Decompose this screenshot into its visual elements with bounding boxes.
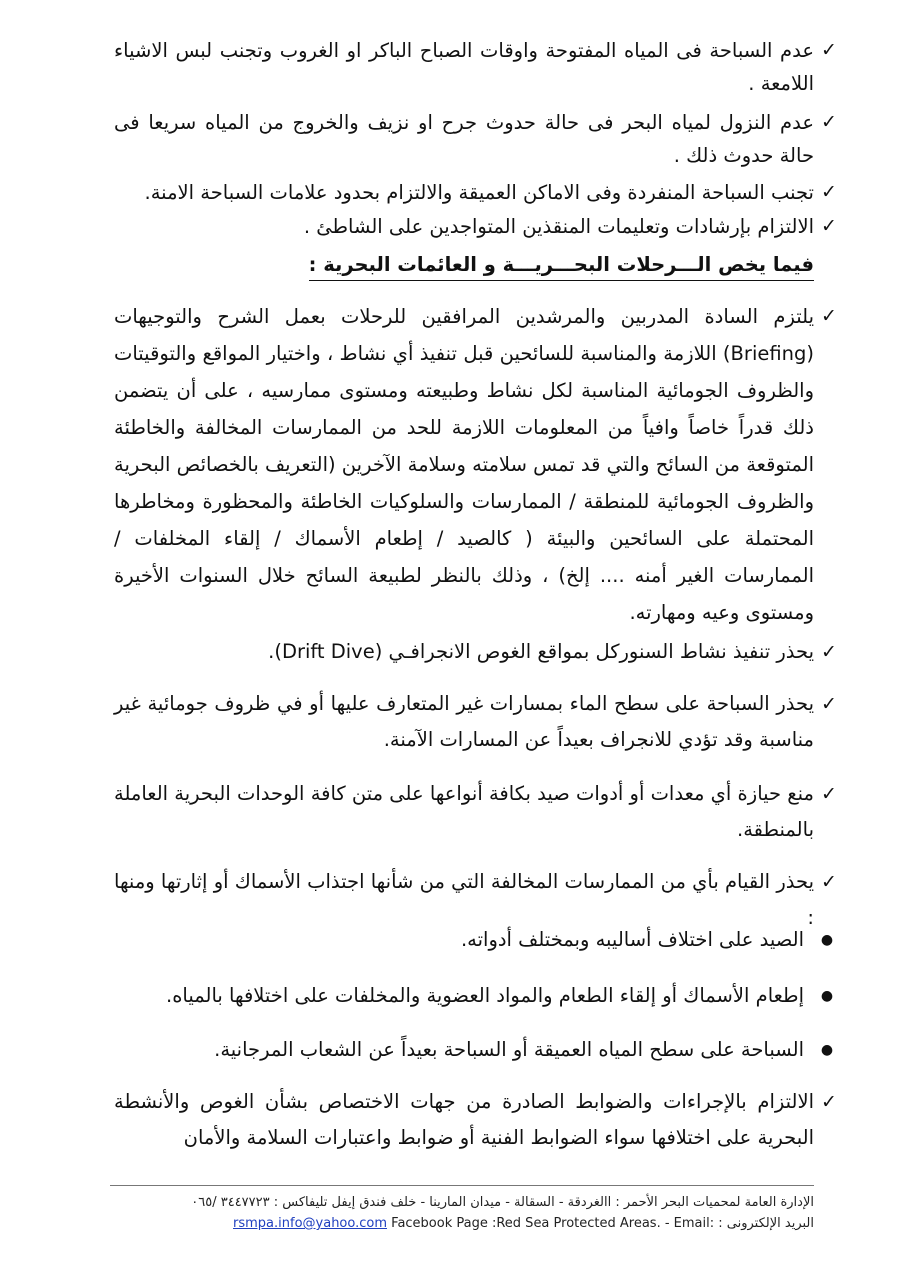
list-item (114, 298, 837, 631)
footer-address: الإدارة العامة لمحميات البحر الأحمر : االغردقة - السقالة - ميدان المارينا - خلف فندق إيفل تليفاكس : ٣٤٤٧٧٢٣ /٠٦٥ (191, 1195, 814, 1210)
list-item-text: يحذر القيام بأي من الممارسات المخالفة التي من شأنها اجتذاب الأسماك أو إثارتها ومنها : (114, 870, 814, 929)
email-link[interactable]: rsmpa.info@yahoo.com (233, 1216, 388, 1231)
bullet-icon: ● (820, 932, 834, 948)
bullet-item (114, 922, 834, 958)
list-item-text: الالتزام بإرشادات وتعليمات المنقذين المتواجدين على الشاطئ . (303, 215, 814, 238)
list-item (114, 686, 837, 758)
bullet-item-text: إطعام الأسماك أو إلقاء الطعام والمواد العضوية والمخلفات على اختلافها بالمياه. (166, 984, 804, 1007)
list-item-text: عدم السباحة فى المياه المفتوحة واوقات الصباح الباكر او الغروب وتجنب لبس الاشياء اللامعة . (114, 39, 814, 95)
list-item-text: يحذر السباحة على سطح الماء بمسارات غير المتعارف عليها أو في ظروف جومائية غير مناسبة وقد تؤدي للانجراف بعيداً عن المسارات الآمنة. (114, 692, 814, 751)
checkmark-icon: ✓ (821, 783, 837, 805)
list-item-text: الالتزام بالإجراءات والضوابط الصادرة من جهات الاختصاص بشأن الغوص والأنشطة البحرية على اختلافها سواء الضوابط الفنية أو ضوابط واعتبارات السلامة والأمان (114, 1090, 814, 1149)
bullet-item (114, 1032, 834, 1068)
list-item-text: تجنب السباحة المنفردة وفى الاماكن العميقة والالتزام بحدود علامات السباحة الامنة. (144, 181, 814, 204)
page-footer (110, 1185, 814, 1231)
list-item-text: يحذر تنفيذ نشاط السنوركل بمواقع الغوص الانجرافـي (Drift Dive). (268, 640, 814, 663)
list-item-text: يلتزم السادة المدربين والمرشدين المرافقين للرحلات بعمل الشرح والتوجيهات (Briefing) اللازمة والمناسبة للسائحين قبل تنفيذ أي نشاط ، واختيار المواقع والتوقيتات والظروف الجومائية المناسبة لكل نشاط وطبيعته ومستوى ممارسيه ، على أن يتضمن ذلك قدراً خاصاً وافياً من المعلومات اللازمة للحد من الممارسات المخالفة والخاطئة المتوقعة من السائح والتي قد تمس سلامته وسلامة الآخرين (التعريف بالخصائص البحرية والظروف الجومائية للمنطقة / الممارسات والسلوكيات الخاطئة والمحظورة ومخاطرها المحتملة على السائحين والبيئة ( كالصيد / إطعام الأسماك / إلقاء المخلفات / الممارسات الغير أمنه .... إلخ) ، وذلك بالنظر لطبيعة السائح خلال السنوات الأخيرة ومستوى وعيه ومهارته. (114, 305, 814, 624)
checkmark-icon: ✓ (821, 305, 837, 327)
list-item (114, 634, 837, 670)
checkmark-icon: ✓ (821, 111, 837, 133)
checkmark-icon: ✓ (821, 215, 837, 237)
list-item (114, 176, 837, 209)
checkmark-icon: ✓ (821, 641, 837, 663)
contact-line: Facebook Page :Red Sea Protected Areas. - Email: (391, 1216, 715, 1231)
footer-contact (110, 1215, 814, 1233)
list-item (114, 210, 837, 243)
bullet-item-text: الصيد على اختلاف أساليبه وبمختلف أدواته. (460, 928, 804, 951)
list-item-text: منع حيازة أي معدات أو أدوات صيد بكافة أنواعها على متن كافة الوحدات البحرية العاملة بالمنطقة. (114, 782, 814, 841)
checkmark-icon: ✓ (821, 871, 837, 893)
section-heading: فيما يخص الـــرحلات البحـــريـــة و العائمات البحرية : (309, 250, 814, 281)
list-item-text: عدم النزول لمياه البحر فى حالة حدوث جرح او نزيف والخروج من المياه سريعا فى حالة حدوث ذلك . (114, 111, 814, 167)
checkmark-icon: ✓ (821, 693, 837, 715)
list-item (114, 106, 837, 172)
bullet-item-text: السباحة على سطح المياه العميقة أو السباحة بعيداً عن الشعاب المرجانية. (214, 1038, 804, 1061)
list-item (114, 776, 837, 848)
bullet-icon: ● (820, 988, 834, 1004)
bullet-item (114, 978, 834, 1014)
list-item (114, 34, 837, 100)
checkmark-icon: ✓ (821, 181, 837, 203)
bullet-icon: ● (820, 1042, 834, 1058)
email-label: البريد الإلكترونى : (718, 1216, 814, 1231)
list-item (114, 1084, 837, 1156)
checkmark-icon: ✓ (821, 39, 837, 61)
checkmark-icon: ✓ (821, 1091, 837, 1113)
